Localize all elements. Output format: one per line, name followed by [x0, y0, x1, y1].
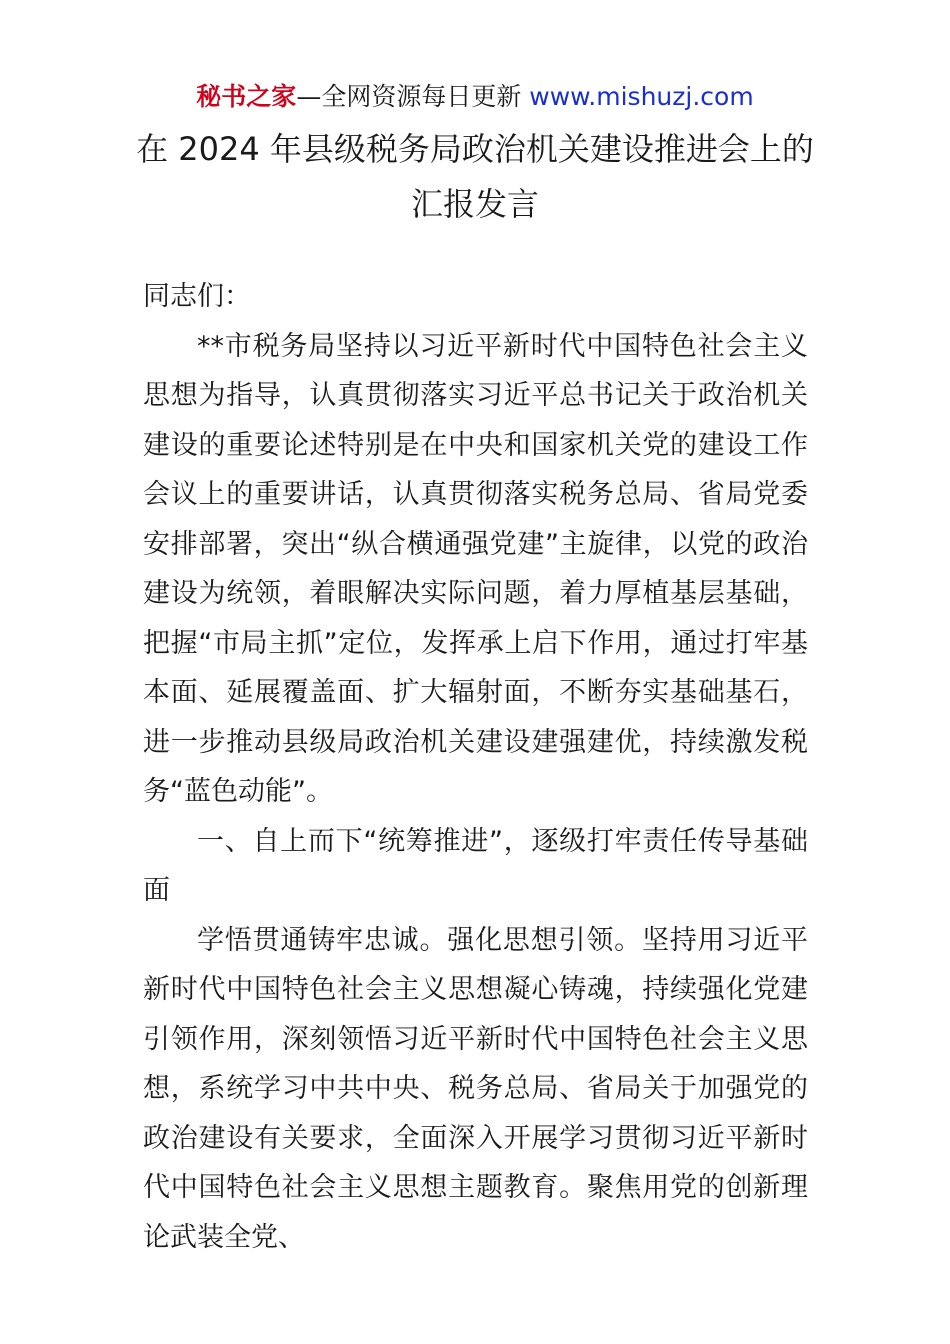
paragraph-section-1: 学悟贯通铸牢忠诚。强化思想引领。坚持用习近平新时代中国特色社会主义思想凝心铸魂，持续强化党建引领作用，深刻领悟习近平新时代中国特色社会主义思想，系统学习中共中央、税务总局、省局关于加强党的政治建设有关要求，全面深入开展学习贯彻习近平新时代中国特色社会主义思想主题教育。聚焦用党的创新理论武装全党、 [143, 924, 808, 1253]
salutation: 同志们： [143, 281, 251, 312]
title-line-2: 汇报发言 [410, 185, 539, 223]
document-title [100, 122, 850, 232]
site-banner [0, 80, 950, 114]
site-url-link[interactable]: www.mishuzj.com [529, 82, 754, 111]
banner-tagline: —全网资源每日更新 [296, 82, 530, 111]
paragraph-intro: **市税务局坚持以习近平新时代中国特色社会主义思想为指导，认真贯彻落实习近平总书记关于政治机关建设的重要论述特别是在中央和国家机关党的建设工作会议上的重要讲话，认真贯彻落实税务总局、省局党委安排部署，突出“纵合横通强党建”主旋律，以党的政治建设为统领，着眼解决实际问题，着力厚植基层基础，把握“市局主抓”定位，发挥承上启下作用，通过打牢基本面、延展覆盖面、扩大辐射面，不断夯实基础基石，进一步推动县级局政治机关建设建强建优，持续激发税务“蓝色动能”。 [143, 330, 808, 807]
brand-name: 秘书之家 [196, 82, 297, 111]
title-line-1: 在 2024 年县级税务局政治机关建设推进会上的 [136, 130, 814, 168]
document-body [143, 272, 808, 1262]
section-heading-1: 一、自上而下“统筹推进”，逐级打牢责任传导基础面 [143, 825, 808, 906]
